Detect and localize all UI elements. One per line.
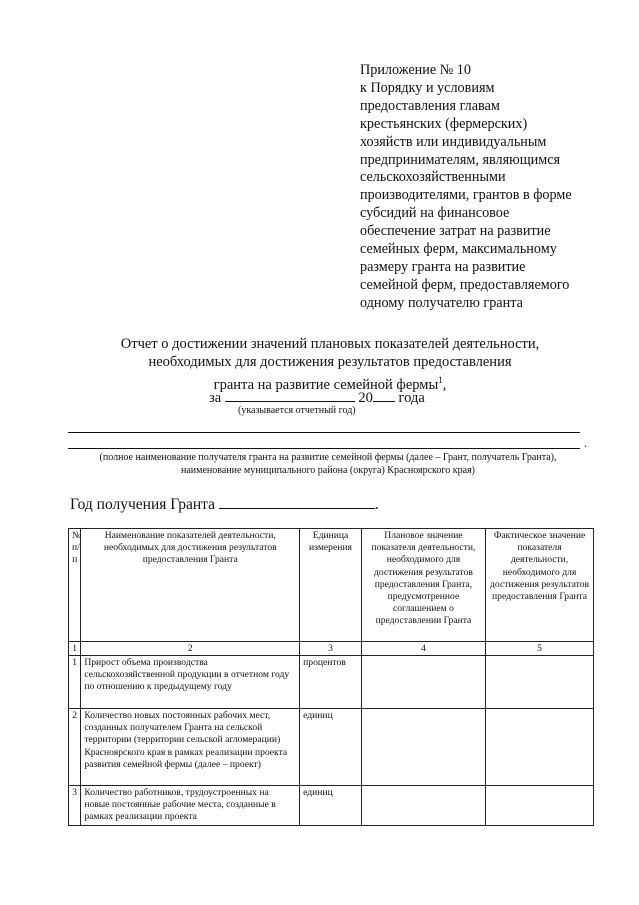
- appendix-line: обеспечение затрат на развитие: [360, 223, 551, 240]
- column-number: 5: [486, 642, 594, 656]
- period-hint: (указывается отчетный год): [238, 405, 356, 416]
- table-header-row: [69, 529, 594, 642]
- row-plan-value-cell[interactable]: [361, 786, 485, 826]
- indicators-table: [68, 528, 594, 826]
- appendix-header: [360, 62, 620, 313]
- appendix-line: субсидий на финансовое: [360, 205, 510, 222]
- appendix-line: предпринимателям, являющимся: [360, 151, 561, 168]
- appendix-line: размеру гранта на развитие: [360, 258, 526, 275]
- appendix-line: Приложение № 10: [360, 62, 471, 78]
- row-fact-value-cell[interactable]: [486, 786, 594, 826]
- grant-year-blank-field[interactable]: [219, 495, 375, 509]
- appendix-line: предоставления главам: [360, 97, 500, 114]
- period-prefix: за: [209, 390, 222, 406]
- appendix-line: одному получателю гранта: [360, 294, 523, 311]
- recipient-trailing-mark: .: [584, 436, 587, 450]
- table-row: [69, 656, 594, 709]
- row-num: 1: [69, 656, 81, 709]
- appendix-line: производителями, грантов в форме: [360, 187, 572, 204]
- title-line-2: необходимых для достижения результатов предоставления: [148, 354, 512, 370]
- appendix-line: семейных ферм, максимальному: [360, 241, 557, 258]
- row-indicator-name: Прирост объема производства сельскохозяйственной продукции в отчетном году по отношению к предыдущему году: [81, 656, 300, 709]
- row-unit: процентов: [300, 656, 362, 709]
- period-suffix: года: [398, 390, 425, 406]
- header-fact-value: Фактическое значение показателя деятельности, необходимого для достижения результатов предоставления Гранта: [486, 529, 594, 642]
- recipient-hint-line-1: (полное наименование получателя гранта на развитие семейной фермы (далее – Грант, получатель Гранта),: [99, 452, 557, 463]
- appendix-line: хозяйств или индивидуальным: [360, 133, 547, 150]
- header-indicator-name: Наименование показателей деятельности, необходимых для достижения результатов предоставления Гранта: [81, 529, 300, 642]
- footnote-mark: 1: [438, 375, 443, 385]
- appendix-line: крестьянских (фермерских): [360, 115, 528, 132]
- appendix-line: к Порядку и условиям: [360, 79, 495, 96]
- title-line-1: Отчет о достижении значений плановых показателей деятельности,: [120, 336, 540, 352]
- row-fact-value-cell[interactable]: [486, 709, 594, 786]
- row-unit: единиц: [300, 709, 362, 786]
- recipient-hint: [68, 452, 588, 477]
- row-indicator-name: Количество новых постоянных рабочих мест, созданных получателем Гранта на сельской территории (территории сельской агломерации) Красноярского края в рамках реализации проекта развития семейной фермы (далее – проект): [81, 709, 300, 786]
- grant-year: [70, 495, 379, 514]
- row-fact-value-cell[interactable]: [486, 656, 594, 709]
- period-year-blank-field[interactable]: [373, 389, 395, 402]
- title-line-3-end: ,: [442, 376, 447, 393]
- appendix-line: семейной ферм, предоставляемого: [360, 276, 570, 293]
- column-number: 3: [300, 642, 362, 656]
- table-row: [69, 786, 594, 826]
- recipient-blank-line-1[interactable]: [68, 432, 580, 433]
- row-num: 3: [69, 786, 81, 826]
- row-num: 2: [69, 709, 81, 786]
- recipient-blank-line-2[interactable]: [68, 448, 580, 449]
- row-indicator-name: Количество работников, трудоустроенных на новые постоянные рабочие места, созданные в рамках реализации проекта: [81, 786, 300, 826]
- table-row: [69, 709, 594, 786]
- row-plan-value-cell[interactable]: [361, 656, 485, 709]
- header-unit: Единица измерения: [300, 529, 362, 642]
- period-year-prefix: 20: [358, 390, 373, 406]
- header-plan-value: Плановое значение показателя деятельности, необходимого для достижения результатов предоставления Гранта, предусмотренное соглашением о предоставлении Гранта: [361, 529, 485, 642]
- table-column-numbers-row: [69, 642, 594, 656]
- grant-year-label: Год получения Гранта: [70, 496, 216, 513]
- appendix-line: сельскохозяйственными: [360, 169, 506, 186]
- column-number: 2: [81, 642, 300, 656]
- title-line-3-text: гранта на развитие семейной фермы: [213, 376, 439, 393]
- row-unit: единиц: [300, 786, 362, 826]
- grant-year-trailing: .: [374, 496, 379, 513]
- header-num: № п/п: [69, 529, 81, 642]
- column-number: 4: [361, 642, 485, 656]
- column-number: 1: [69, 642, 81, 656]
- row-plan-value-cell[interactable]: [361, 709, 485, 786]
- report-title: [60, 335, 600, 394]
- period-blank-field[interactable]: [225, 389, 355, 402]
- recipient-hint-line-2: наименование муниципального района (округа) Красноярского края): [181, 464, 475, 476]
